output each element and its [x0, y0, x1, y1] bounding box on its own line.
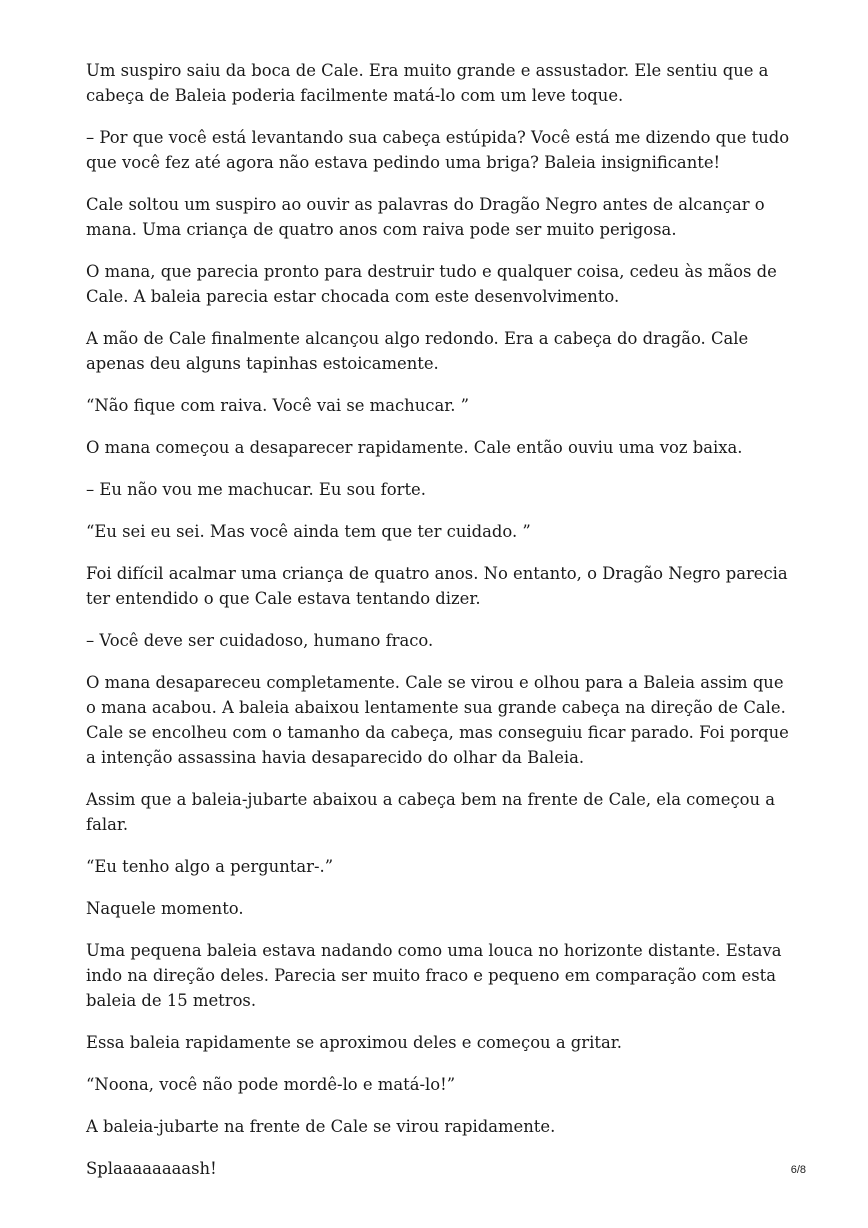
- paragraph: “Eu sei eu sei. Mas você ainda tem que ter cuidado. ”: [86, 522, 531, 541]
- paragraph: A baleia-jubarte na frente de Cale se virou rapidamente.: [86, 1117, 556, 1136]
- paragraph: – Eu não vou me machucar. Eu sou forte.: [86, 480, 426, 499]
- paragraph: O mana desapareceu completamente. Cale se virou e olhou para a Baleia assim que o mana acabou. A baleia abaixou lentamente sua grande cabeça na direção de Cale. Cale se encolheu com o tamanho da cabeça, mas conseguiu ficar parado. Foi porque a intenção assassina havia desaparecido do olhar da Baleia.: [86, 673, 789, 767]
- paragraph: Assim que a baleia-jubarte abaixou a cabeça bem na frente de Cale, ela começou a falar.: [86, 790, 776, 834]
- paragraph: Cale soltou um suspiro ao ouvir as palavras do Dragão Negro antes de alcançar o mana. Uma criança de quatro anos com raiva pode ser muito perigosa.: [86, 195, 765, 239]
- paragraph: Essa baleia rapidamente se aproximou deles e começou a gritar.: [86, 1033, 622, 1052]
- paragraph: “Não fique com raiva. Você vai se machucar. ”: [86, 396, 470, 415]
- paragraph: O mana começou a desaparecer rapidamente. Cale então ouviu uma voz baixa.: [86, 438, 743, 457]
- paragraph: “Noona, você não pode mordê-lo e matá-lo!”: [86, 1075, 456, 1094]
- paragraph: “Eu tenho algo a perguntar-.”: [86, 857, 334, 876]
- paragraph: – Por que você está levantando sua cabeça estúpida? Você está me dizendo que tudo que você fez até agora não estava pedindo uma briga? Baleia insignificante!: [86, 128, 790, 172]
- page-number: 6/8: [790, 1164, 806, 1176]
- paragraph: Uma pequena baleia estava nadando como uma louca no horizonte distante. Estava indo na direção deles. Parecia ser muito fraco e pequeno em comparação com esta baleia de 15 metros.: [86, 941, 782, 1010]
- document-body: [86, 58, 798, 1198]
- paragraph: Um suspiro saiu da boca de Cale. Era muito grande e assustador. Ele sentiu que a cabeça de Baleia poderia facilmente matá-lo com um leve toque.: [86, 61, 769, 105]
- paragraph: Foi difícil acalmar uma criança de quatro anos. No entanto, o Dragão Negro parecia ter entendido o que Cale estava tentando dizer.: [86, 564, 788, 608]
- paragraph: O mana, que parecia pronto para destruir tudo e qualquer coisa, cedeu às mãos de Cale. A baleia parecia estar chocada com este desenvolvimento.: [86, 262, 777, 306]
- paragraph: A mão de Cale finalmente alcançou algo redondo. Era a cabeça do dragão. Cale apenas deu alguns tapinhas estoicamente.: [86, 329, 749, 373]
- paragraph: – Você deve ser cuidadoso, humano fraco.: [86, 631, 434, 650]
- paragraph: Naquele momento.: [86, 899, 244, 918]
- paragraph: Splaaaaaaaash!: [86, 1159, 217, 1178]
